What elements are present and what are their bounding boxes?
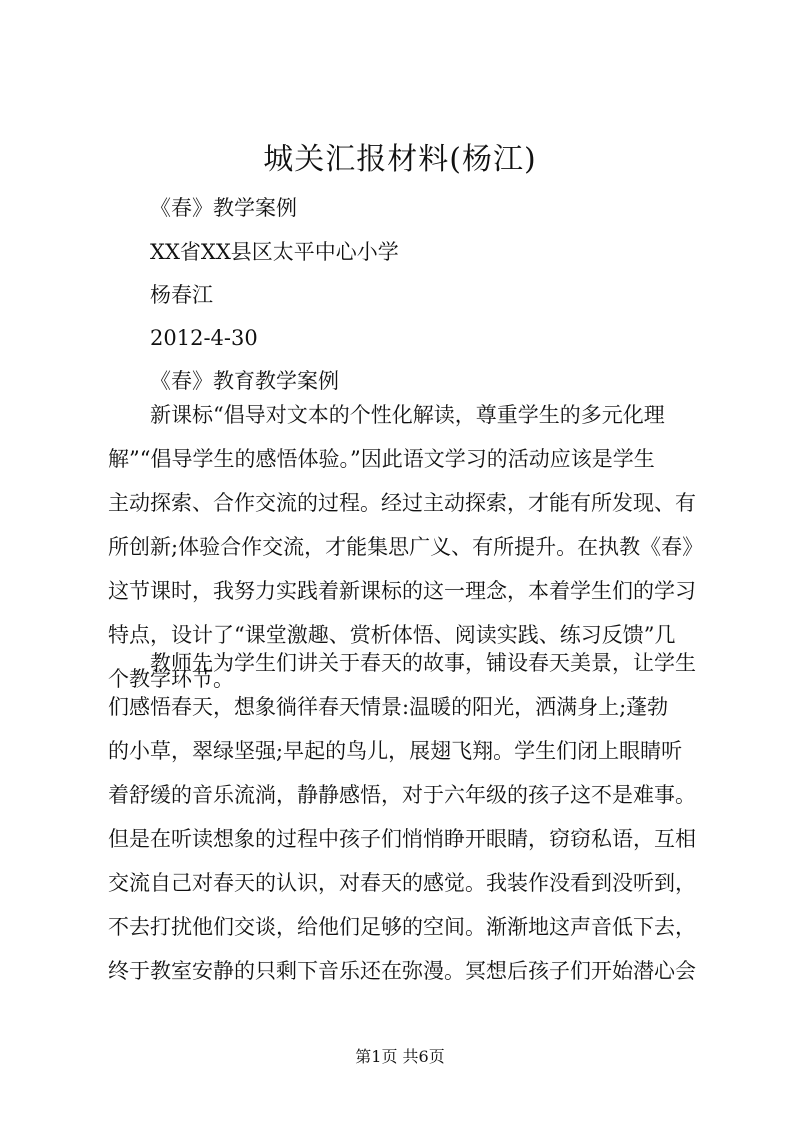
paragraph-line: 不去打扰他们交谈，给他们足够的空间。渐渐地这声音低下去， bbox=[108, 915, 696, 939]
author-name: 杨春江 bbox=[150, 283, 213, 307]
paragraph-line: 但是在听读想象的过程中孩子们悄悄睁开眼睛，窃窃私语，互相 bbox=[108, 827, 696, 851]
school-name: XX省XX县区太平中心小学 bbox=[150, 240, 399, 264]
paragraph-line: 着舒缓的音乐流淌，静静感悟，对于六年级的孩子这不是难事。 bbox=[108, 783, 696, 807]
paragraph-2 bbox=[108, 641, 708, 993]
case-title: 《春》教学案例 bbox=[150, 196, 297, 220]
paragraph-line: 交流自己对春天的认识，对春天的感觉。我装作没看到没听到， bbox=[108, 871, 696, 895]
paragraph-line: 个教学环节。 bbox=[108, 667, 234, 691]
paragraph-line: 主动探索、合作交流的过程。经过主动探索，才能有所发现、有 bbox=[108, 491, 696, 515]
paragraph-line: 这节课时，我努力实践着新课标的这一理念，本着学生们的学习 bbox=[108, 579, 696, 603]
paragraph-line: 所创新;体验合作交流，才能集思广义、有所提升。在执教《春》 bbox=[108, 535, 704, 559]
document-date: 2012-4-30 bbox=[150, 326, 258, 350]
paragraph-line: 的小草，翠绿坚强;早起的鸟儿，展翅飞翔。学生们闭上眼睛听 bbox=[108, 739, 683, 763]
page-footer: 第1页 共6页 bbox=[355, 1047, 445, 1066]
paragraph-line: 新课标“倡导对文本的个性化解读，尊重学生的多元化理 bbox=[150, 403, 665, 427]
paragraph-line: 解”“倡导学生的感悟体验。”因此语文学习的活动应该是学生 bbox=[108, 447, 655, 471]
paragraph-line: 们感悟春天，想象徜徉春天情景:温暖的阳光，洒满身上;蓬勃 bbox=[108, 695, 669, 719]
document-title: 城关汇报材料(杨江) bbox=[263, 142, 537, 177]
paragraph-line: 教师先为学生们讲关于春天的故事，铺设春天美景，让学生 bbox=[150, 651, 696, 675]
section-heading: 《春》教育教学案例 bbox=[150, 369, 339, 393]
paragraph-line: 终于教室安静的只剩下音乐还在弥漫。冥想后孩子们开始潜心会 bbox=[108, 959, 696, 983]
paragraph-line: 特点，设计了“课堂激趣、赏析体悟、阅读实践、练习反馈”几 bbox=[108, 623, 676, 647]
